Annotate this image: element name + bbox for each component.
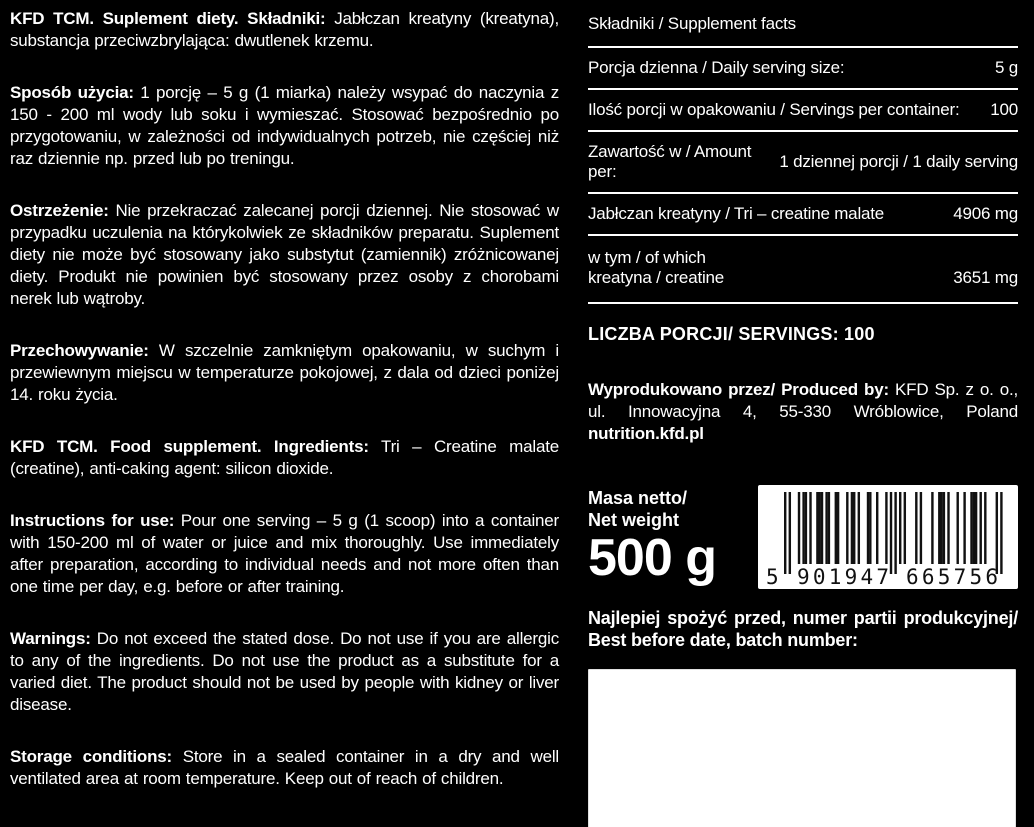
- fact-label: Porcja dzienna / Daily serving size:: [588, 58, 845, 77]
- barcode-digits-group2: 665756: [906, 565, 998, 589]
- fact-value: 5 g: [994, 58, 1018, 77]
- paragraph-text: Nie przekraczać zalecanej porcji dziennej. Nie stosować w przypadku uczulenia na którykolwiek ze składników preparatu. Suplement diety nie może być stosowany jako substytut (zamiennik) zróżnicowanej diety. Produkt nie powinien być stosowany przez osoby z chorobami nerek lub wątroby.: [10, 201, 559, 308]
- paragraph-text: 1 porcję – 5 g (1 miarka) należy wsypać do naczynia z 150 - 200 ml wody lub soku i wymieszać. Stosować bezpośrednio po przygotowaniu, w zależności od indywidualnych potrzeb, nie częściej niż raz dziennie np. przed lub po treningu.: [10, 83, 559, 168]
- paragraph-lead: Warnings:: [10, 629, 91, 648]
- paragraph-warning-pl: [10, 200, 559, 310]
- left-text-column: [10, 8, 559, 820]
- net-weight-block: [588, 485, 716, 587]
- fact-value: 100: [990, 100, 1018, 119]
- paragraph-storage-pl: [10, 340, 559, 406]
- fact-value: 3651 mg: [953, 268, 1018, 287]
- right-info-column: [588, 4, 1018, 827]
- paragraph-text: Do not exceed the stated dose. Do not use if you are allergic to any of the ingredients. Do not use the product as a substitute for a varied diet. The product should not be used by people with kidney or liver disease.: [10, 629, 559, 714]
- barcode-digit-left: 5: [766, 565, 779, 589]
- fact-label: Jabłczan kreatyny / Tri – creatine malate: [588, 204, 885, 223]
- fact-row-tri-creatine-malate: [588, 192, 1018, 234]
- paragraph-lead: Ostrzeżenie:: [10, 201, 109, 220]
- paragraph-text: Jabłczan kreatyny (kreatyna), substancja przeciwzbrylająca: dwutlenek krzemu.: [10, 9, 559, 50]
- barcode: [758, 485, 1018, 589]
- paragraph-text: Store in a sealed container in a dry and well ventilated area at room temperature. Keep out of reach of children.: [10, 747, 559, 788]
- paragraph-storage-en: [10, 746, 559, 790]
- facts-title: Składniki / Supplement facts: [588, 14, 796, 33]
- net-weight-label-en: Net weight: [588, 510, 680, 530]
- fact-row-of-which-creatine: [588, 234, 1018, 304]
- paragraph-ingredients-pl: [10, 8, 559, 52]
- paragraph-text: Pour one serving – 5 g (1 scoop) into a container with 150-200 ml of water or juice and mix thoroughly. Use immediately after preparation, according to individual needs and not more often than one time per day, e.g. before or after training.: [10, 511, 559, 596]
- fact-label: Zawartość w / Amount per:: [588, 142, 752, 181]
- produced-by-text: KFD Sp. z o. o., ul. Innowacyjna 4, 55-330 Wróblowice, Poland: [588, 380, 1018, 421]
- paragraph-text: Tri – Creatine malate (creatine), anti-caking agent: silicon dioxide.: [10, 437, 559, 478]
- weight-and-barcode-row: [588, 485, 1018, 589]
- fact-label: [588, 248, 724, 288]
- paragraph-usage-pl: [10, 82, 559, 170]
- fact-row-servings-per-container: [588, 88, 1018, 130]
- batch-number-label: Najlepiej spożyć przed, numer partii produkcyjnej/ Best before date, batch number:: [588, 608, 1018, 650]
- paragraph-instructions-en: [10, 510, 559, 598]
- paragraph-lead: KFD TCM. Food supplement. Ingredients:: [10, 437, 369, 456]
- fact-row-serving-size: [588, 46, 1018, 88]
- fact-label-line1: w tym / of which: [588, 248, 706, 267]
- paragraph-ingredients-en: [10, 436, 559, 480]
- net-weight-value: 500 g: [588, 529, 716, 587]
- paragraph-warnings-en: [10, 628, 559, 716]
- batch-number-box: [588, 669, 1016, 827]
- paragraph-lead: Sposób użycia:: [10, 83, 134, 102]
- supplement-facts-table: [588, 4, 1018, 304]
- paragraph-lead: Storage conditions:: [10, 747, 172, 766]
- paragraph-text: W szczelnie zamkniętym opakowaniu, w suchym i przewiewnym miejscu w temperaturze pokojowej, z dala od dzieci poniżej 14. roku życia.: [10, 341, 559, 404]
- fact-value: 4906 mg: [953, 204, 1018, 223]
- fact-label: Ilość porcji w opakowaniu / Servings per container:: [588, 100, 960, 119]
- paragraph-lead: KFD TCM. Suplement diety. Składniki:: [10, 9, 326, 28]
- fact-row-amount-per: [588, 130, 1018, 192]
- barcode-svg: [758, 485, 1018, 589]
- fact-label-line2: kreatyna / creatine: [588, 268, 725, 287]
- fact-value: 1 dziennej porcji / 1 daily serving: [779, 152, 1018, 171]
- net-weight-label-pl: Masa netto/: [588, 488, 688, 508]
- produced-by: [588, 379, 1018, 445]
- servings-count-line: LICZBA PORCJI/ SERVINGS: 100: [588, 324, 875, 344]
- producer-website: nutrition.kfd.pl: [588, 424, 704, 443]
- produced-by-lead: Wyprodukowano przez/ Produced by:: [588, 380, 889, 399]
- paragraph-lead: Instructions for use:: [10, 511, 175, 530]
- barcode-digits-group1: 901947: [797, 565, 889, 589]
- paragraph-lead: Przechowywanie:: [10, 341, 149, 360]
